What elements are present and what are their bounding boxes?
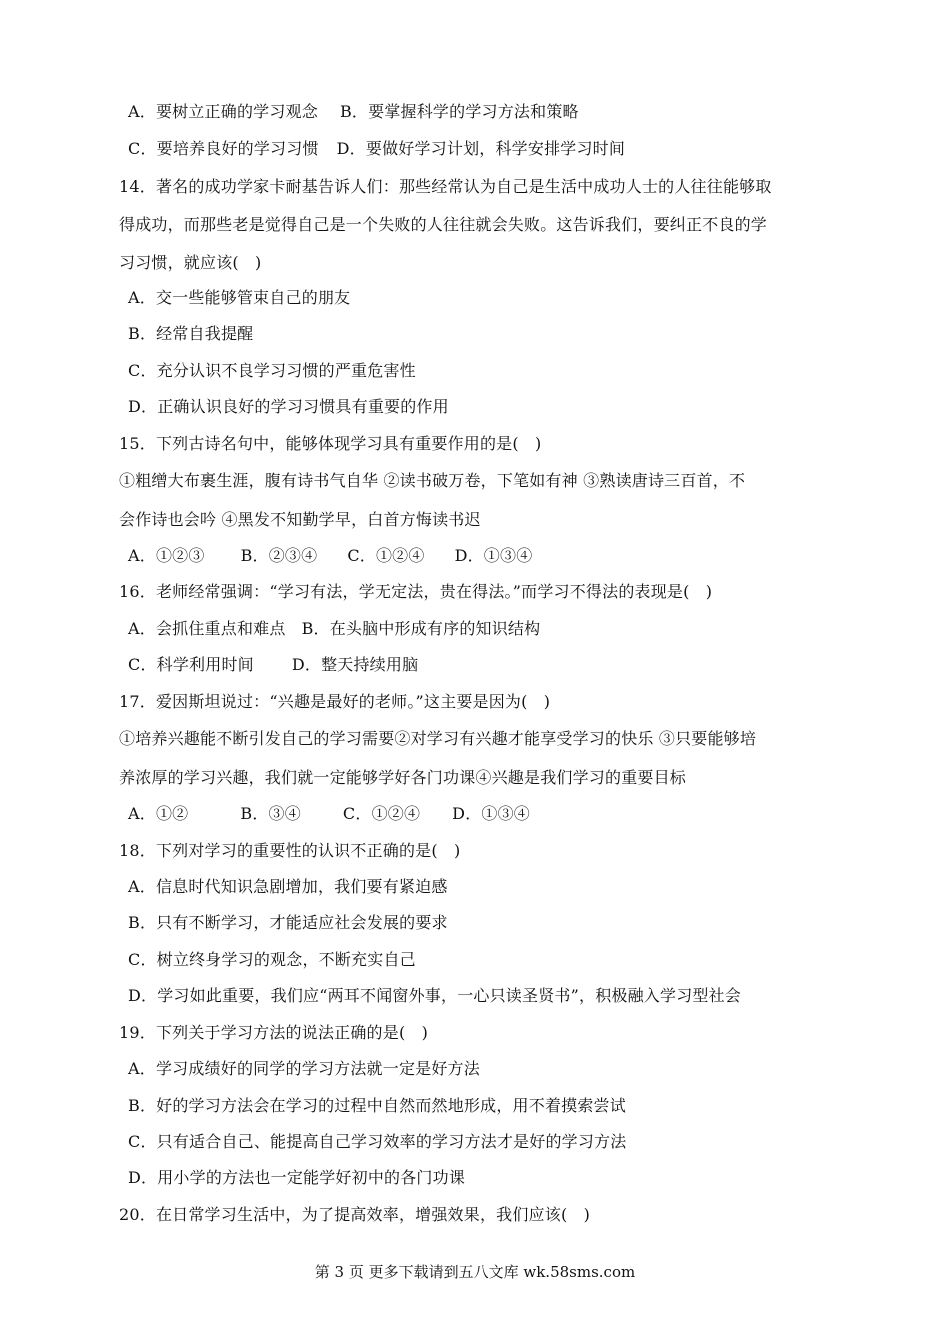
q16-option-d: D．整天持续用脑 — [291, 655, 419, 674]
q14-stem-line-3: 习习惯，就应该( ) — [119, 253, 262, 272]
q16-stem: 16．老师经常强调：“学习有法，学无定法，贵在得法。”而学习不得法的表现是( ) — [119, 582, 713, 601]
q17-option-c: C．①②④ — [342, 804, 421, 823]
q16-options-row-1 — [128, 618, 848, 640]
q19-option-c: C．只有适合自己、能提高自己学习效率的学习方法才是好的学习方法 — [128, 1132, 627, 1151]
q13-option-d: D．要做好学习计划，科学安排学习时间 — [336, 139, 626, 158]
q18-stem: 18．下列对学习的重要性的认识不正确的是( ) — [119, 841, 461, 860]
q17-stem: 17．爱因斯坦说过：“兴趣是最好的老师。”这主要是因为( ) — [119, 692, 551, 711]
q14-stem-line-2: 得成功，而那些老是觉得自己是一个失败的人往往就会失败。这告诉我们，要纠正不良的学 — [119, 215, 768, 234]
q13-option-a: A．要树立正确的学习观念 — [128, 102, 318, 121]
q19-stem: 19．下列关于学习方法的说法正确的是( ) — [119, 1023, 429, 1042]
q14-option-d: D．正确认识良好的学习习惯具有重要的作用 — [128, 397, 449, 416]
q13-options-row-1 — [128, 101, 848, 123]
q13-options-row-2 — [128, 138, 848, 160]
q13-option-b: B．要掌握科学的学习方法和策略 — [339, 102, 579, 121]
q16-option-b: B．在头脑中形成有序的知识结构 — [301, 619, 541, 638]
q15-option-a: A．①②③ — [128, 546, 205, 565]
q18-option-b: B．只有不断学习，才能适应社会发展的要求 — [128, 913, 448, 932]
q17-items-line-1: ①培养兴趣能不断引发自己的学习需要②对学习有兴趣才能享受学习的快乐 ③只要能够培 — [119, 729, 757, 748]
q16-option-a: A．会抓住重点和难点 — [128, 619, 286, 638]
q18-option-c: C．树立终身学习的观念，不断充实自己 — [128, 950, 416, 969]
q15-option-d: D．①③④ — [454, 546, 533, 565]
q17-items-line-2: 养浓厚的学习兴趣，我们就一定能够学好各门功课④兴趣是我们学习的重要目标 — [119, 768, 687, 787]
q14-option-b: B．经常自我提醒 — [128, 324, 254, 343]
q17-option-d: D．①③④ — [452, 804, 531, 823]
q15-stem: 15．下列古诗名句中，能够体现学习具有重要作用的是( ) — [119, 434, 542, 453]
page-footer: 第 3 页 更多下载请到五八文库 wk.58sms.com — [314, 1263, 636, 1281]
q19-option-d: D．用小学的方法也一定能学好初中的各门功课 — [128, 1168, 466, 1187]
q15-items-line-1: ①粗缯大布裹生涯，腹有诗书气自华 ②读书破万卷，下笔如有神 ③熟读唐诗三百首，不 — [119, 471, 746, 490]
q17-option-a: A．①② — [128, 804, 189, 823]
q14-option-a: A．交一些能够管束自己的朋友 — [128, 288, 351, 307]
q16-options-row-2 — [128, 654, 848, 676]
q15-option-c: C．①②④ — [347, 546, 425, 565]
q18-option-d: D．学习如此重要，我们应“两耳不闻窗外事，一心只读圣贤书”，积极融入学习型社会 — [128, 986, 741, 1005]
q14-option-c: C．充分认识不良学习习惯的严重危害性 — [128, 361, 416, 380]
q14-stem-line-1: 14．著名的成功学家卡耐基告诉人们：那些经常认为自己是生活中成功人士的人往往能够取 — [119, 177, 772, 196]
q17-options-row — [128, 803, 848, 825]
q16-option-c: C．科学利用时间 — [128, 655, 254, 674]
q19-option-a: A．学习成绩好的同学的学习方法就一定是好方法 — [128, 1059, 480, 1078]
q17-option-b: B．③④ — [240, 804, 301, 823]
q15-items-line-2: 会作诗也会吟 ④黑发不知勤学早，白首方悔读书迟 — [119, 510, 481, 529]
q15-option-b: B．②③④ — [240, 546, 318, 565]
q18-option-a: A．信息时代知识急剧增加，我们要有紧迫感 — [128, 877, 448, 896]
q19-option-b: B．好的学习方法会在学习的过程中自然而然地形成，用不着摸索尝试 — [128, 1096, 626, 1115]
q20-stem: 20．在日常学习生活中，为了提高效率，增强效果，我们应该( ) — [119, 1205, 591, 1224]
q13-option-c: C．要培养良好的学习习惯 — [128, 139, 319, 158]
q15-options-row — [128, 545, 848, 567]
